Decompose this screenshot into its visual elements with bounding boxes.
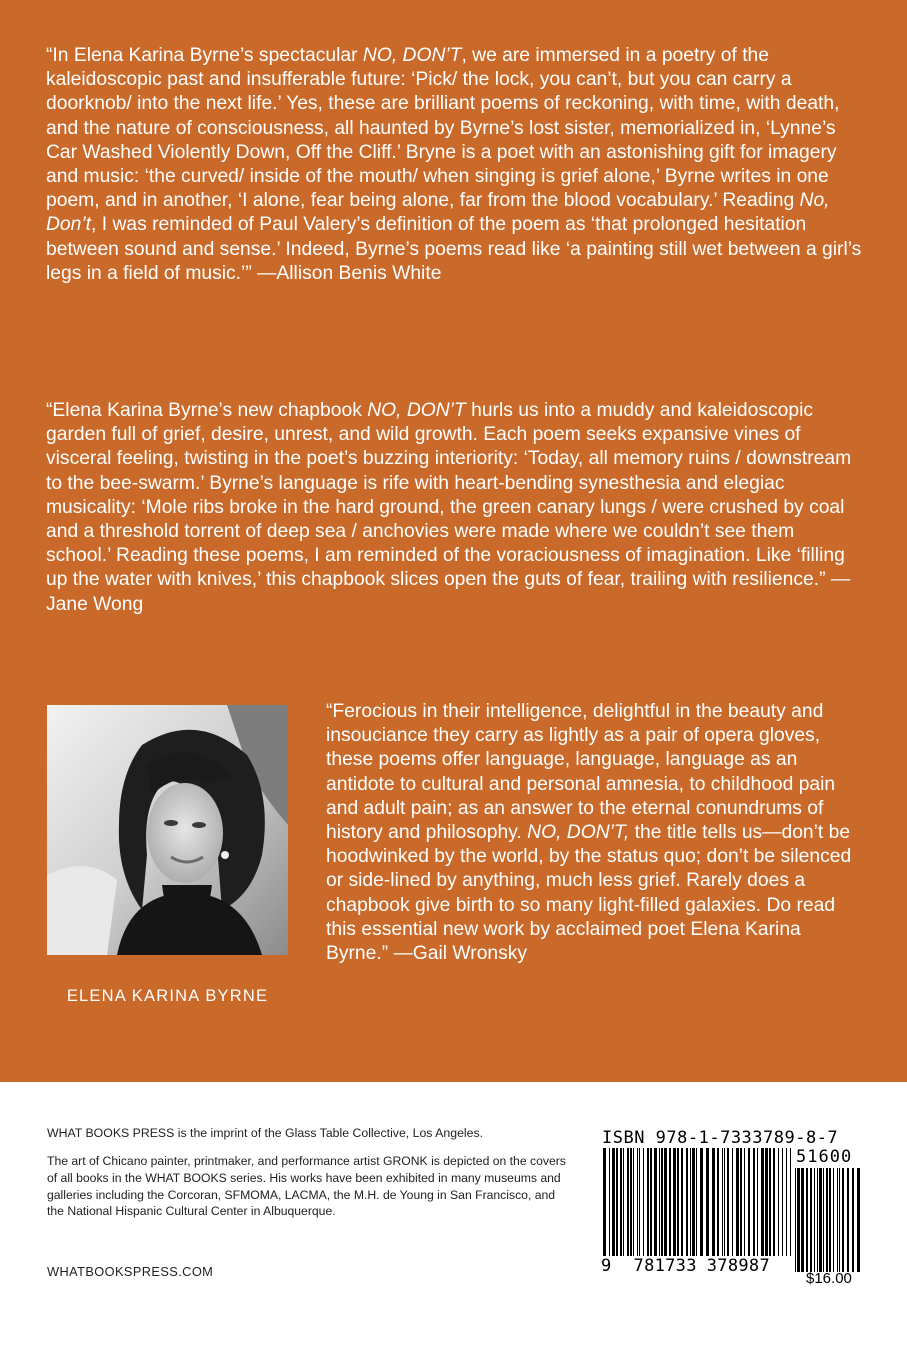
ean-first-digit: 9 xyxy=(601,1256,612,1276)
imprint-statement: WHAT BOOKS PRESS is the imprint of the Glass Table Collective, Los Angeles. xyxy=(47,1126,484,1140)
publisher-website: WHATBOOKSPRESS.COM xyxy=(47,1264,214,1279)
author-caption: ELENA KARINA BYRNE xyxy=(66,987,269,1005)
barcode-addon-digits: 51600 xyxy=(796,1147,853,1167)
blurb-jane-wong: “Elena Karina Byrne’s new chapbook NO, DON’T hurls us into a muddy and kaleidoscopic garden full of grief, desire, unrest, and wild growth. Each poem seeks expansive vines of visceral feeling, twisting in the poet’s buzzing interiority: ‘Today, all memory ruins / downstream to the bee-swarm.’ Byrne’s language is rife with heart-bending synesthesia and elegiac musicality: ‘Mole ribs broke in the hard ground, the green canary lungs / were crushed by coal and a threshold torrent of deep sea / anchovies were made where we couldn’t see them school.’ Reading these poems, I am reminded of the voraciousness of imagination. Like ‘filling up the water with knives,’ this chapbook slices open the guts of fear, trailing with resilience.” —Jane Wong xyxy=(46,400,852,615)
book-price: $16.00 xyxy=(806,1270,852,1287)
author-photo xyxy=(47,705,288,955)
barcode-main xyxy=(603,1148,791,1272)
ean-right-digits: 378987 xyxy=(706,1256,770,1276)
cover-art-note: The art of Chicano painter, printmaker, and performance artist GRONK is depicted on the covers of all books in the WHAT BOOKS series. His works have been exhibited in many museums and galleries including the Corcoran, SFMOMA, LACMA, the M.H. de Young in San Francisco, and the National Hispanic Cultural Center in Albuquerque. xyxy=(47,1154,566,1219)
blurb-gail-wronsky: “Ferocious in their intelligence, delightful in the beauty and insouciance they carry as lightly as a pair of opera gloves, these poems offer language, language, language as an antidote to cultural and personal amnesia, to childhood pain and adult pain; as an answer to the eternal conundrums of history and philosophy. NO, DON’T, the title tells us—don’t be hoodwinked by the world, by the status quo; don’t be silenced or side-lined by anything, much less grief. Rarely does a chapbook give birth to so many light-filled galaxies. Do read this essential new work by acclaimed poet Elena Karina Byrne.” —Gail Wronsky xyxy=(326,701,852,965)
ean-left-digits: 781733 xyxy=(633,1256,697,1276)
blurb-allison-benis-white: “In Elena Karina Byrne’s spectacular NO, DON’T, we are immersed in a poetry of the kaleidoscopic past and insufferable future: ‘Pick/ the lock, you can’t, but you can carry a doorknob/ into the next life.’ Yes, these are brilliant poems of reckoning, with time, with death, and the nature of consciousness, all haunted by Byrne’s lost sister, memorialized in, ‘Lynne’s Car Washed Violently Down, Off the Cliff.’ Bryne is a poet with an astonishing gift for imagery and music: ‘the curved/ inside of the mouth/ when singing is grief alone,’ Byrne writes in one poem, and in another, ‘I alone, fear being alone, far from the blood vocabulary.’ Reading No, Don’t, I was reminded of Paul Valery’s definition of the poem as ‘that prolonged hesitation between sound and sense.’ Indeed, Byrne’s poems read like ‘a painting still wet between a girl’s legs in a field of music.’” —Allison Benis White xyxy=(46,45,862,284)
isbn-number: ISBN 978-1-7333789-8-7 xyxy=(602,1128,839,1148)
barcode-addon xyxy=(795,1168,861,1272)
author-portrait-image xyxy=(47,705,288,955)
barcode-ean-digits xyxy=(601,1256,793,1278)
